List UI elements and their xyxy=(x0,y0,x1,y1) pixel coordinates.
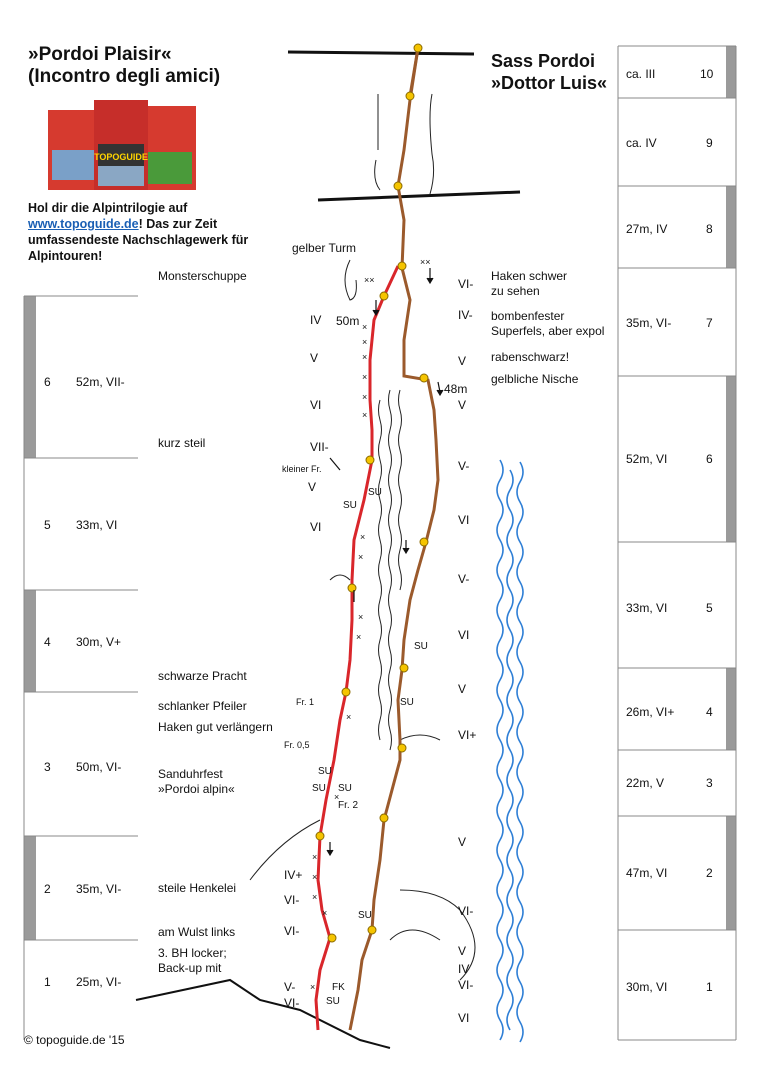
svg-text:×: × xyxy=(312,872,318,882)
right-grade: VI xyxy=(458,1011,470,1025)
right-route-title-line1: Sass Pordoi xyxy=(491,51,596,71)
promo-after: ! Das zur Zeit umfassendeste Nachschlagewerk für Alpintouren! xyxy=(28,217,249,263)
right-pitch-num-7: 7 xyxy=(706,316,713,330)
note-rabenschwarz: rabenschwarz! xyxy=(491,350,570,364)
right-route-title-line2: »Dottor Luis« xyxy=(491,73,608,93)
right-pitch-num-9: 9 xyxy=(706,136,713,150)
right-grade: V- xyxy=(458,459,470,473)
svg-text:×: × xyxy=(362,352,368,362)
label-48m: 48m xyxy=(444,382,468,396)
right-pitch-info-10: ca. III xyxy=(626,67,656,81)
label-su-1: SU xyxy=(368,487,382,498)
ledges xyxy=(136,52,520,1048)
promo-before: Hol dir die Alpintrilogie auf xyxy=(28,201,188,215)
note-monsterschuppe: Monsterschuppe xyxy=(158,269,247,283)
left-grade: V xyxy=(310,351,319,365)
label-fr05: Fr. 0,5 xyxy=(284,740,310,750)
topoguide-link[interactable]: www.topoguide.de xyxy=(28,217,139,231)
svg-text:×: × xyxy=(334,792,340,802)
label-su-4: SU xyxy=(400,697,414,708)
right-pitch-info-5: 33m, VI xyxy=(626,601,668,615)
right-grade: VI xyxy=(458,628,470,642)
left-pitch-num-4: 4 xyxy=(44,635,51,649)
waterfall-lines xyxy=(497,460,523,1042)
book-title-text: TOPOGUIDE xyxy=(94,152,148,162)
note-gelbliche: gelbliche Nische xyxy=(491,372,579,386)
right-pitch-num-8: 8 xyxy=(706,222,713,236)
right-pitch-num-2: 2 xyxy=(706,866,713,880)
svg-text:×: × xyxy=(362,410,368,420)
svg-text:×: × xyxy=(362,322,368,332)
left-pitch-info-4: 30m, V+ xyxy=(76,635,122,649)
note-sanduhrfest: Sanduhrfest xyxy=(158,767,223,781)
note-haken-schwer-1: Haken schwer xyxy=(491,269,568,283)
right-pitch-num-4: 4 xyxy=(706,705,713,719)
right-pitch-info-3: 22m, V xyxy=(626,776,665,790)
svg-text:××: ×× xyxy=(364,275,375,285)
label-fk: FK xyxy=(332,982,345,993)
right-grade: V xyxy=(458,354,467,368)
label-su-6: SU xyxy=(312,783,326,794)
left-grade: VI xyxy=(310,520,322,534)
left-route-line xyxy=(316,266,398,1030)
right-grade: IV xyxy=(458,962,470,976)
note-pordoi-alpin: »Pordoi alpin« xyxy=(158,782,235,796)
right-pitch-info-1: 30m, VI xyxy=(626,980,668,994)
note-bombenfest-2: Superfels, aber expol xyxy=(491,324,605,338)
right-pitch-info-4: 26m, VI+ xyxy=(626,705,675,719)
svg-text:×: × xyxy=(362,337,368,347)
label-su-8: SU xyxy=(358,910,372,921)
note-bombenfest-1: bombenfester xyxy=(491,309,565,323)
right-grade: V xyxy=(458,944,467,958)
svg-text:×: × xyxy=(312,852,318,862)
note-steile-henkelei: steile Henkelei xyxy=(158,881,237,895)
left-grade: VII- xyxy=(310,440,329,454)
copyright: © topoguide.de '15 xyxy=(24,1033,125,1047)
left-grade: V xyxy=(308,480,317,494)
right-pitch-info-6: 52m, VI xyxy=(626,452,668,466)
note-schlanker-pfeiler: schlanker Pfeiler xyxy=(158,699,247,713)
left-grade: VI- xyxy=(284,924,300,938)
label-50m: 50m xyxy=(336,314,360,328)
left-pitch-info-2: 35m, VI- xyxy=(76,882,122,896)
left-pitch-info-5: 33m, VI xyxy=(76,518,118,532)
right-grade: V xyxy=(458,682,467,696)
right-grade: V- xyxy=(458,572,470,586)
left-grade: VI- xyxy=(284,893,300,907)
svg-text:×: × xyxy=(356,632,362,642)
left-pitch-info-6: 52m, VII- xyxy=(76,375,125,389)
note-am-wulst: am Wulst links xyxy=(158,925,236,939)
left-grade: IV+ xyxy=(284,868,303,882)
label-gelber-turm: gelber Turm xyxy=(292,241,357,255)
left-grade: IV xyxy=(310,313,322,327)
left-pitch-num-1: 1 xyxy=(44,975,51,989)
right-grade: VI- xyxy=(458,277,474,291)
right-grade: VI+ xyxy=(458,728,477,742)
svg-text:×: × xyxy=(310,982,316,992)
left-pitch-info-3: 50m, VI- xyxy=(76,760,122,774)
label-su-9: SU xyxy=(326,996,340,1007)
label-su-2: SU xyxy=(343,500,357,511)
right-grade: IV- xyxy=(458,308,473,322)
belay-arrows xyxy=(327,268,443,855)
label-kleiner-fr: kleiner Fr. xyxy=(282,464,322,474)
svg-text:×: × xyxy=(322,908,328,918)
note-haken: Haken gut verlängern xyxy=(158,720,273,734)
label-su-7: SU xyxy=(338,783,352,794)
right-grade: VI- xyxy=(458,904,474,918)
right-grade: VI- xyxy=(458,978,474,992)
label-su-3: SU xyxy=(414,641,428,652)
right-pitch-info-9: ca. IV xyxy=(626,136,657,150)
left-pitch-num-3: 3 xyxy=(44,760,51,774)
left-pitch-num-5: 5 xyxy=(44,518,51,532)
svg-text:×: × xyxy=(358,612,364,622)
svg-text:××: ×× xyxy=(420,257,431,267)
note-schwarze-pracht: schwarze Pracht xyxy=(158,669,247,683)
svg-text:×: × xyxy=(346,712,352,722)
right-pitch-num-10: 10 xyxy=(700,67,714,81)
right-grade: V xyxy=(458,398,467,412)
note-kurz-steil: kurz steil xyxy=(158,436,206,450)
note-bh-locker: 3. BH locker; xyxy=(158,946,227,960)
left-pitch-num-2: 2 xyxy=(44,882,51,896)
left-pitch-info-1: 25m, VI- xyxy=(76,975,122,989)
label-su-5: SU xyxy=(318,766,332,777)
right-grade: VI xyxy=(458,513,470,527)
left-grade: VI xyxy=(310,398,322,412)
left-pitch-num-6: 6 xyxy=(44,375,51,389)
right-grade: V xyxy=(458,835,467,849)
svg-text:×: × xyxy=(360,532,366,542)
left-grade: VI- xyxy=(284,996,300,1010)
right-pitch-num-1: 1 xyxy=(706,980,713,994)
right-pitch-num-5: 5 xyxy=(706,601,713,615)
label-fr2: Fr. 2 xyxy=(338,800,359,811)
svg-text:×: × xyxy=(362,372,368,382)
right-pitch-info-7: 35m, VI- xyxy=(626,316,672,330)
left-grade: V- xyxy=(284,980,296,994)
note-haken-schwer-2: zu sehen xyxy=(491,284,540,298)
left-route-title-line1: »Pordoi Plaisir« xyxy=(28,44,172,65)
right-pitch-num-3: 3 xyxy=(706,776,713,790)
right-pitch-info-2: 47m, VI xyxy=(626,866,668,880)
right-pitch-num-6: 6 xyxy=(706,452,713,466)
label-fr1: Fr. 1 xyxy=(296,697,315,707)
left-route-title-line2: (Incontro degli amici) xyxy=(28,66,221,87)
note-backup: Back-up mit xyxy=(158,961,222,975)
svg-text:×: × xyxy=(312,892,318,902)
right-pitch-info-8: 27m, IV xyxy=(626,222,668,236)
svg-text:×: × xyxy=(362,392,368,402)
svg-text:×: × xyxy=(358,552,364,562)
